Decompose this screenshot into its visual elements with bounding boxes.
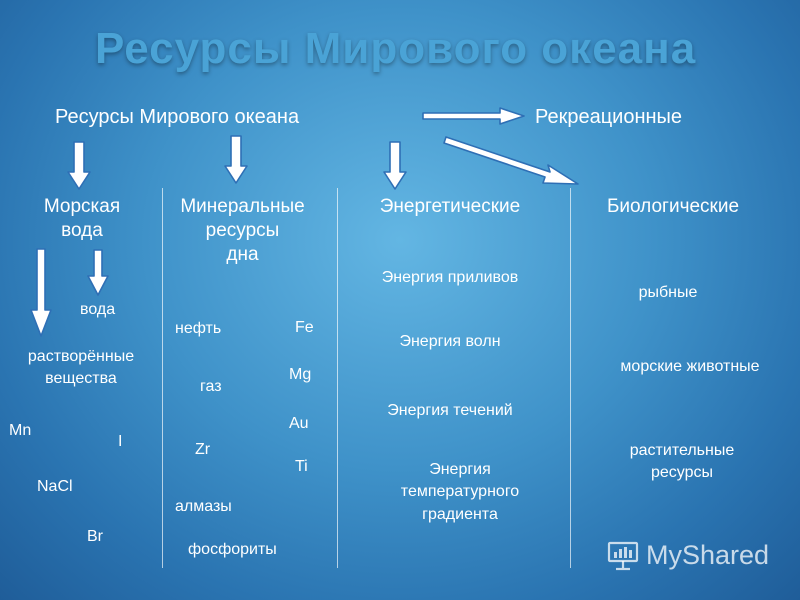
item-dissolved xyxy=(6,346,156,389)
arrow-to-energy xyxy=(384,142,406,189)
sea-water-header-line1: Морская xyxy=(43,196,121,217)
item-thermal-line3: градиента xyxy=(422,505,498,523)
arrow-to-mineral xyxy=(225,136,247,183)
item-marine-animals: морские животные xyxy=(620,358,760,375)
energy-header: Энергетические xyxy=(379,196,521,217)
item-mn: Mn xyxy=(9,422,32,439)
item-fish: рыбные xyxy=(638,284,698,301)
mineral-header-line1: Минеральные xyxy=(180,196,305,217)
presentation-board-icon xyxy=(606,538,640,572)
item-thermal-line2: температурного xyxy=(400,483,520,501)
item-gas: газ xyxy=(200,378,222,395)
sea-water-header xyxy=(22,195,142,243)
item-plant xyxy=(592,440,772,485)
item-thermal-line1: Энергия xyxy=(429,461,491,478)
item-nacl: NaCl xyxy=(37,478,73,495)
arrow-to-sea-water xyxy=(68,142,90,189)
item-ti: Ti xyxy=(295,458,308,475)
item-currents: Энергия течений xyxy=(387,402,513,419)
item-dissolved-line2: вещества xyxy=(45,369,117,387)
item-mg: Mg xyxy=(289,366,312,383)
item-fe: Fe xyxy=(295,319,314,336)
arrow-to-water xyxy=(88,250,108,295)
biological-header: Биологические xyxy=(606,196,740,217)
item-dissolved-line1: растворённые xyxy=(27,348,135,365)
divider-2 xyxy=(337,188,338,568)
item-plant-line1: растительные xyxy=(629,442,735,459)
sea-water-header-line2: вода xyxy=(61,219,103,241)
mineral-header-line2: ресурсы xyxy=(205,219,280,241)
item-br: Br xyxy=(87,528,103,545)
item-zr: Zr xyxy=(195,441,211,458)
item-plant-line2: ресурсы xyxy=(650,464,713,482)
item-oil: нефть xyxy=(175,320,222,337)
root-node-label: Ресурсы Мирового океана xyxy=(55,106,300,128)
item-tides: Энергия приливов xyxy=(381,269,519,286)
mineral-header-line3: дна xyxy=(226,243,259,265)
watermark-logo xyxy=(606,538,769,572)
watermark-text: MyShared xyxy=(646,539,770,570)
recreational-node-label: Рекреационные xyxy=(535,106,683,128)
item-thermal xyxy=(340,459,580,526)
item-i: I xyxy=(118,433,123,450)
item-phosphorites: фосфориты xyxy=(188,541,277,558)
item-au: Au xyxy=(289,415,309,432)
item-waves: Энергия волн xyxy=(399,333,501,350)
item-diamonds: алмазы xyxy=(175,498,232,515)
mineral-header xyxy=(160,195,325,266)
arrow-to-dissolved xyxy=(31,249,51,336)
item-water: вода xyxy=(80,301,116,318)
page-title: Ресурсы Мирового океана xyxy=(95,24,697,73)
arrow-to-recreational xyxy=(423,108,524,124)
arrow-to-biological xyxy=(444,137,578,184)
